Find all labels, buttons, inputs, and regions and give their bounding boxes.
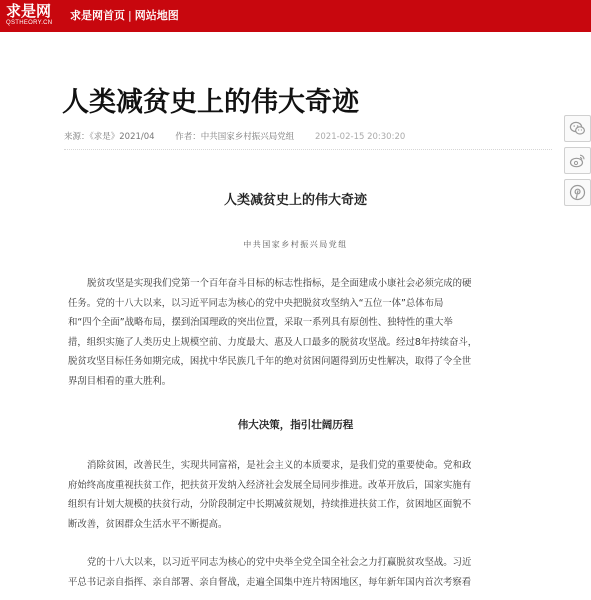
paragraph-line: 府始终高度重视扶贫工作，把扶贫开发纳入经济社会发展全局同步推进。改革开放后，国家实施有 [68,479,472,491]
paragraph-line: 组织有计划大规模的扶贫行动，分阶段制定中长期减贫规划，持续推进扶贫工作，贫困地区面貌不 [68,499,472,510]
paragraph-line: 平总书记亲自指挥、亲自部署、亲自督战，走遍全国集中连片特困地区，每年新年国内首次考察看 [68,576,472,588]
nav-home-link[interactable]: 求是网首页 [70,9,125,22]
site-logo[interactable] [6,2,52,27]
share-weibo-button[interactable] [564,147,591,174]
article-subtitle: 人类减贫史上的伟大奇迹 [223,193,367,208]
top-nav [70,8,179,24]
article-date: 2021-02-15 20:30:20 [314,132,406,142]
paragraph-2 [68,456,524,534]
nav-sitemap-link[interactable]: 网站地图 [134,9,179,22]
paragraph-line: 界刮目相看的重大胜利。 [68,375,172,387]
nav-separator: | [128,9,132,22]
paragraph-line: 脱贫攻坚是实现我们党第一个百年奋斗目标的标志性指标，是全面建成小康社会必须完成的硬 [87,278,472,289]
meta-divider [64,149,552,150]
paragraph-line: 脱贫攻坚目标任务如期完成，困扰中华民族几千年的绝对贫困问题得到历史性解决，取得了令全世 [68,356,472,367]
weibo-icon [569,152,586,169]
share-wechat-button[interactable] [564,115,591,142]
wechat-icon [569,120,586,137]
paragraph-3 [68,553,524,592]
section-heading: 伟大决策，指引壮阔历程 [237,419,354,431]
logo-text: 求是网 [6,2,52,20]
article-source: 来源：《求是》2021/04 [64,132,155,142]
top-bar [0,0,591,32]
page-title: 人类减贫史上的伟大奇迹 [62,87,359,118]
paragraph-line: 和“四个全面”战略布局，摆到治国理政的突出位置，采取一系列具有原创性、独特性的重大举 [68,317,453,328]
paragraph-1 [68,274,524,391]
paragraph-line: 消除贫困，改善民生，实现共同富裕，是社会主义的本质要求，是我们党的重要使命。党和政 [87,460,472,471]
article-author: 作者：中共国家乡村振兴局党组 [175,132,295,142]
paragraph-line: 措，组织实施了人类历史上规模空前、力度最大、惠及人口最多的脱贫攻坚战。经过8年持续奋斗， [68,336,478,348]
paragraph-line: 任务。党的十八大以来，以习近平同志为核心的党中央把脱贫攻坚纳入“五位一体”总体布局 [68,297,444,309]
article-org: 中共国家乡村振兴局党组 [243,240,348,249]
logo-subtext: QSTHEORY.CN [6,20,53,26]
paragraph-line: 断改善，贫困群众生活水平不断提高。 [68,518,228,530]
paragraph-line: 党的十八大以来，以习近平同志为核心的党中央举全党全国全社会之力打赢脱贫攻坚战。习近 [87,557,472,568]
article-meta [64,131,405,143]
